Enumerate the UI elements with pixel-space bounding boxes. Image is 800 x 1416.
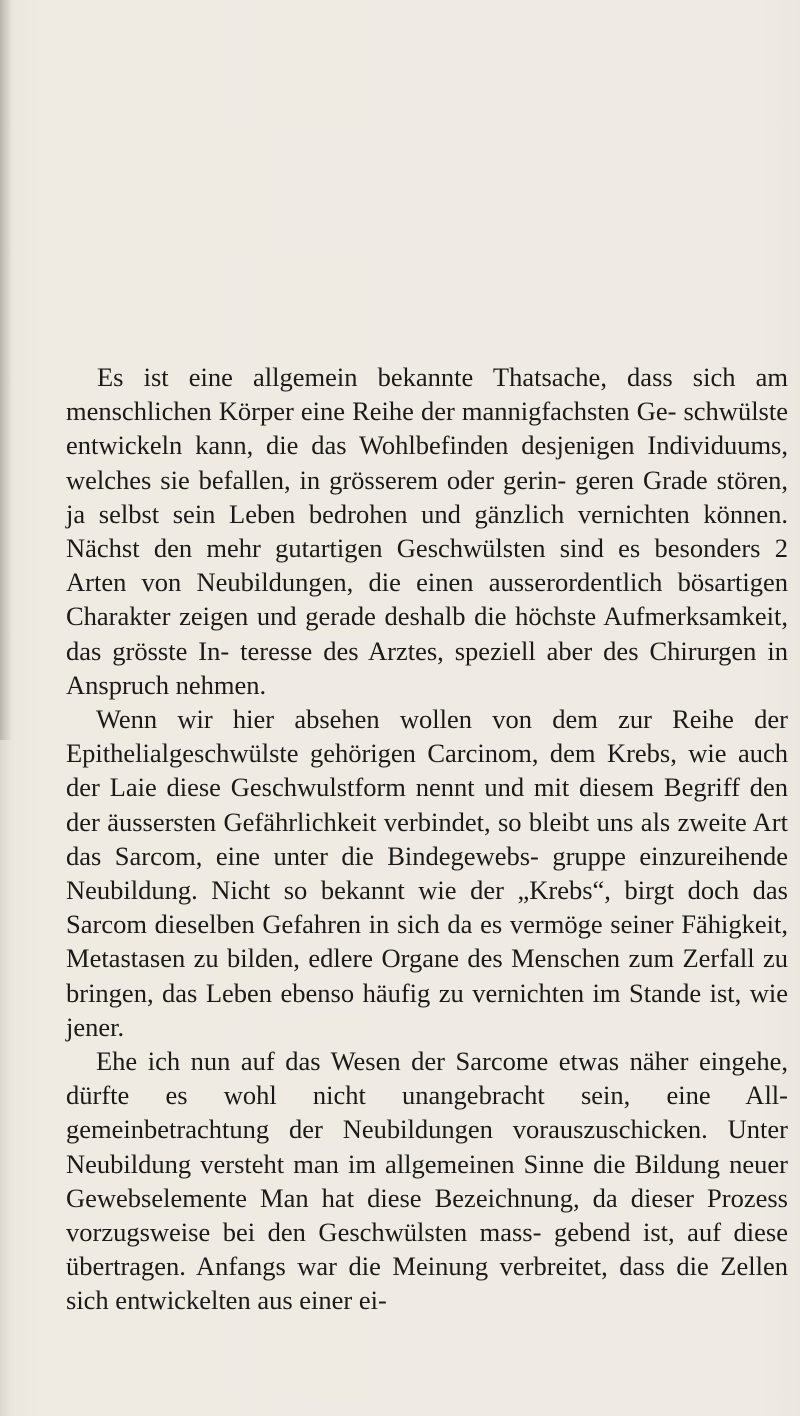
binding-shadow: [0, 0, 12, 740]
paragraph-2: Wenn wir hier absehen wollen von dem zur Reihe der Epithelialgeschwülste gehörigen Carcinom, dem Krebs, wie auch der Laie diese Geschwulstform nennt und mit diesem Begriff den der äussersten Gefährlichkeit verbindet, so bleibt uns als zweite Art das Sarcom, eine unter die Bindegewebs- gruppe einzureihende Neubildung. Nicht so bekannt wie der „Krebs“, birgt doch das Sarcom dieselben Gefahren in sich da es vermöge seiner Fähigkeit, Metastasen zu bilden, edlere Organe des Menschen zum Zerfall zu bringen, das Leben ebenso häufig zu vernichten im Stande ist, wie jener.: [66, 704, 788, 1042]
paragraph-3: Ehe ich nun auf das Wesen der Sarcome etwas näher eingehe, dürfte es wohl nicht unangebracht sein, eine All- gemeinbetrachtung der Neubildungen vorauszuschicken. Unter Neubildung versteht man im allgemeinen Sinne die Bildung neuer Gewebselemente Man hat diese Bezeichnung, da dieser Prozess vorzugsweise bei den Geschwülsten mass- gebend ist, auf diese übertragen. Anfangs war die Meinung verbreitet, dass die Zellen sich entwickelten aus einer ei-: [66, 1046, 788, 1316]
body-text: [66, 360, 788, 1318]
paragraph-1: Es ist eine allgemein bekannte Thatsache, dass sich am menschlichen Körper eine Reihe der mannigfachsten Ge- schwülste entwickeln kann, die das Wohlbefinden desjenigen Individuums, welches sie befallen, in grösserem oder gerin- geren Grade stören, ja selbst sein Leben bedrohen und gänzlich vernichten können. Nächst den mehr gutartigen Geschwülsten sind es besonders 2 Arten von Neubildungen, die einen ausserordentlich bösartigen Charakter zeigen und gerade deshalb die höchste Aufmerksamkeit, das grösste In- teresse des Arztes, speziell aber des Chirurgen in Anspruch nehmen.: [66, 362, 788, 700]
